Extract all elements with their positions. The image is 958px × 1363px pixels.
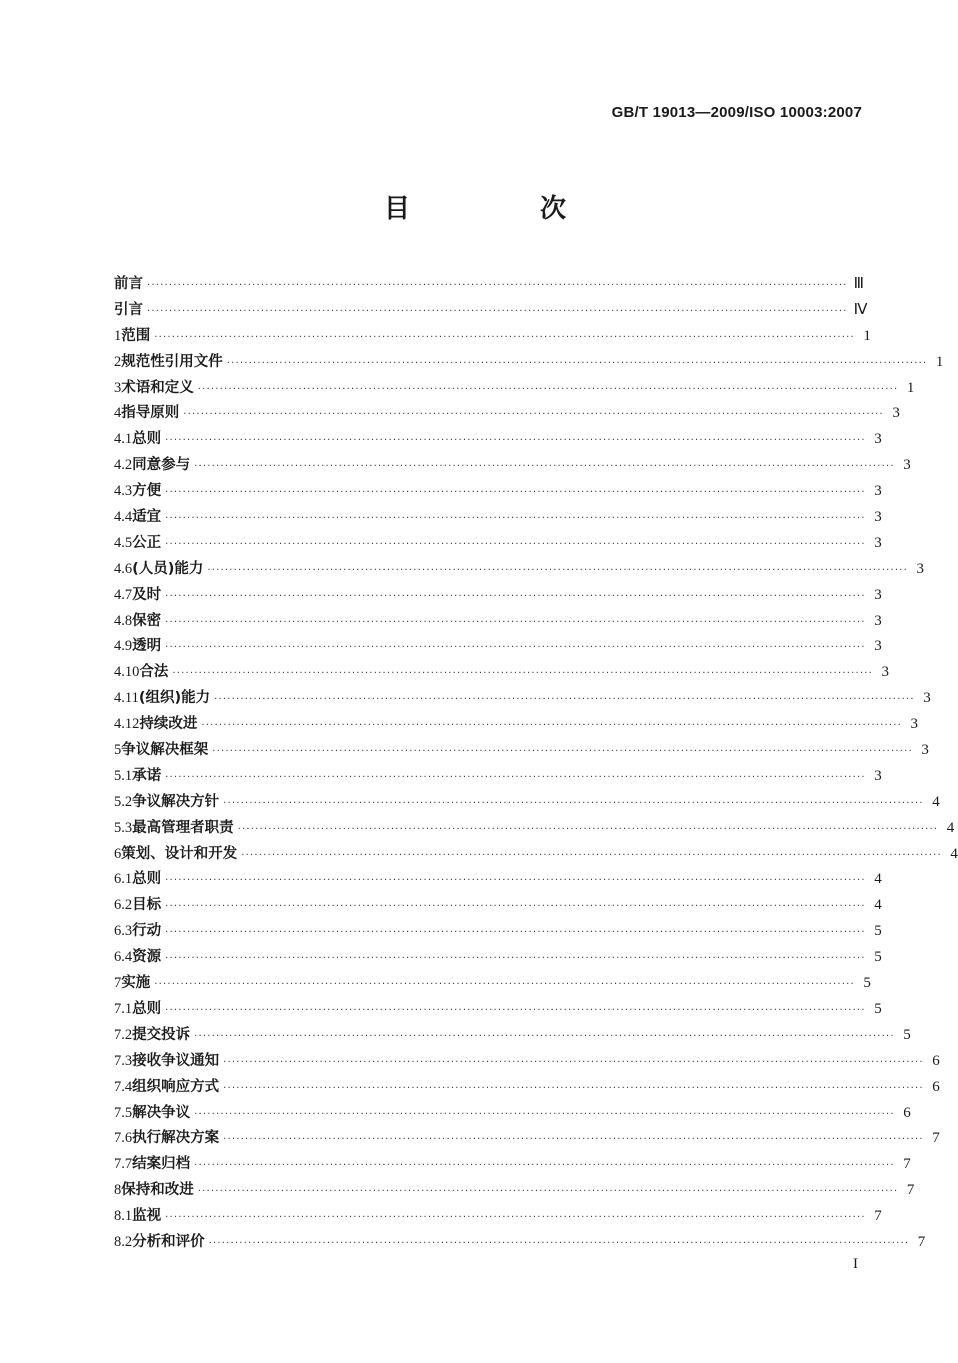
toc-entry-page: 7 [932, 1130, 940, 1147]
dot-leader: ································································································································································ [165, 771, 866, 783]
toc-entry-label: 接收争议通知 [132, 1052, 220, 1069]
dot-leader: ································································································································································ [154, 331, 855, 343]
dot-leader: ································································································································································ [165, 435, 866, 447]
toc-entry[interactable] [114, 401, 900, 427]
toc-entry-label: (人员)能力 [132, 560, 204, 577]
dot-leader: ································································································································································ [223, 1134, 924, 1146]
dot-leader: ································································································································································ [165, 616, 866, 628]
toc-entry-label: 合法 [139, 664, 169, 681]
toc-entry-label: 规范性引用文件 [121, 353, 223, 370]
toc-entry-label: 透明 [132, 638, 162, 655]
dot-leader: ································································································································································ [214, 694, 915, 706]
toc-entry-number: 4.12 [114, 716, 140, 733]
toc-entry[interactable] [114, 919, 882, 945]
dot-leader: ································································································································································ [165, 642, 866, 654]
toc-entry-page: 3 [923, 690, 931, 707]
dot-leader: ································································································································································ [194, 461, 895, 473]
dot-leader: ································································································································································ [165, 538, 866, 550]
toc-entry-label: 执行解决方案 [132, 1130, 220, 1147]
toc-entry-page: 3 [921, 742, 929, 759]
toc-entry-number: 4.9 [114, 638, 133, 655]
toc-entry-page: 4 [874, 871, 882, 888]
toc-entry[interactable] [114, 634, 882, 660]
toc-entry[interactable] [114, 893, 882, 919]
toc-entry-page: 4 [946, 819, 955, 836]
toc-entry[interactable] [114, 453, 911, 479]
toc-entry-label: 保持和改进 [121, 1182, 194, 1199]
toc-entry[interactable] [114, 842, 958, 868]
toc-entry-page: 4 [932, 793, 940, 810]
toc-entry-page: 5 [874, 1000, 882, 1017]
toc-entry-page: 5 [903, 1026, 911, 1043]
toc-entry-page: 3 [903, 457, 911, 474]
toc-entry[interactable] [114, 298, 868, 324]
toc-entry-number: 4.10 [114, 664, 140, 681]
toc-entry-label: 指导原则 [121, 405, 180, 422]
toc-entry-number: 7.3 [114, 1052, 133, 1069]
toc-entry[interactable] [114, 660, 889, 686]
toc-entry-page: 3 [881, 664, 889, 681]
toc-entry-page: 3 [892, 405, 900, 422]
toc-entry[interactable] [114, 1230, 926, 1256]
toc-entry-number: 7.7 [114, 1156, 133, 1173]
toc-entry-number: 5.1 [114, 767, 133, 784]
toc-entry-number: 6.1 [114, 871, 133, 888]
toc-entry[interactable] [114, 971, 871, 997]
toc-entry[interactable] [114, 1204, 882, 1230]
toc-entry[interactable] [114, 505, 882, 531]
toc-entry-label: 承诺 [132, 767, 162, 784]
toc-entry[interactable] [114, 945, 882, 971]
dot-leader: ································································································································································ [223, 797, 924, 809]
toc-entry-page: 5 [863, 975, 871, 992]
dot-leader: ································································································································································ [194, 1160, 895, 1172]
toc-entry-label: 组织响应方式 [132, 1078, 220, 1095]
toc-entry[interactable] [114, 324, 871, 350]
toc-entry[interactable] [114, 1101, 911, 1127]
page-number: I [853, 1256, 858, 1272]
toc-entry-page: 3 [874, 612, 882, 629]
toc-entry-page: 1 [935, 353, 944, 370]
dot-leader: ································································································································································ [223, 1082, 924, 1094]
toc-entry[interactable] [114, 350, 944, 376]
toc-entry-label: 总则 [132, 431, 162, 448]
toc-entry-number: 8.1 [114, 1208, 133, 1225]
toc-entry-label: 同意参与 [132, 457, 191, 474]
toc-entry[interactable] [114, 1023, 911, 1049]
toc-entry-page: Ⅲ [853, 276, 864, 292]
dot-leader: ································································································································································ [194, 1030, 895, 1042]
dot-leader: ································································································································································ [201, 720, 902, 732]
dot-leader: ································································································································································ [165, 590, 866, 602]
toc-entry-page: 1 [863, 327, 871, 344]
toc-entry-number: 7 [114, 975, 122, 992]
toc-entry-label: 争议解决方针 [132, 793, 220, 810]
toc-entry[interactable] [114, 557, 924, 583]
toc-entry-label: 行动 [132, 923, 162, 940]
toc-entry-page: Ⅳ [853, 301, 868, 318]
toc-entry-number: 4.3 [114, 483, 133, 500]
toc-entry[interactable] [114, 997, 882, 1023]
toc-entry-page: 4 [950, 845, 958, 862]
toc-entry[interactable] [114, 712, 918, 738]
toc-entry-label: 公正 [132, 534, 162, 551]
toc-entry-page: 7 [917, 1233, 926, 1250]
toc-entry-label: 分析和评价 [132, 1233, 205, 1250]
toc-entry[interactable] [114, 583, 882, 609]
dot-leader: ································································································································································ [212, 746, 913, 758]
toc-entry[interactable] [114, 531, 882, 557]
toc-entry-number: 4.7 [114, 586, 133, 603]
toc-entry[interactable] [114, 1178, 915, 1204]
toc-entry-number: 8 [114, 1182, 122, 1199]
toc-entry-label: 策划、设计和开发 [121, 845, 238, 862]
toc-entry[interactable] [114, 1049, 940, 1075]
page-title: 目 次 [383, 194, 618, 224]
dot-leader: ································································································································································ [154, 979, 855, 991]
toc-entry-number: 7.5 [114, 1104, 133, 1121]
toc-entry-page: 3 [910, 716, 918, 733]
toc-entry[interactable] [114, 867, 882, 893]
toc-entry-page: 6 [903, 1104, 911, 1121]
toc-entry-label: 持续改进 [139, 716, 198, 733]
toc-entry-number: 4 [114, 405, 122, 422]
toc-entry-page: 3 [874, 638, 882, 655]
toc-entry-number: 4.6 [114, 560, 133, 577]
toc-entry-page: 3 [874, 767, 882, 784]
toc-entry-page: 7 [906, 1182, 915, 1199]
dot-leader: ································································································································································ [183, 409, 884, 421]
toc-entry-label: 最高管理者职责 [132, 819, 234, 836]
toc-entry-page: 3 [874, 509, 882, 526]
dot-leader: ································································································································································ [165, 875, 866, 887]
toc-entry-number: 7.1 [114, 1000, 133, 1017]
dot-leader: ································································································································································ [165, 953, 866, 965]
toc-entry[interactable] [114, 1152, 911, 1178]
dot-leader: ································································································································································ [147, 280, 848, 291]
toc-entry-number: 4.1 [114, 431, 133, 448]
toc-entry[interactable] [114, 479, 882, 505]
dot-leader: ································································································································································ [237, 823, 939, 835]
dot-leader: ································································································································································ [241, 849, 942, 861]
toc-entry[interactable] [114, 816, 955, 842]
toc-entry[interactable] [114, 686, 931, 712]
toc-entry-label: 解决争议 [132, 1104, 191, 1121]
toc-entry-page: 6 [932, 1052, 940, 1069]
toc-entry-page: 6 [932, 1078, 940, 1095]
dot-leader: ································································································································································ [197, 1186, 899, 1198]
toc-entry-number: 8.2 [114, 1233, 133, 1250]
toc-entry-page: 4 [874, 897, 882, 914]
toc-entry[interactable] [114, 1075, 940, 1101]
toc-entry-label: 目标 [132, 897, 162, 914]
toc-entry-number: 5 [114, 742, 122, 759]
dot-leader: ································································································································································ [194, 1108, 895, 1120]
toc-entry-label: 提交投诉 [132, 1026, 191, 1043]
toc-entry-label: 监视 [132, 1208, 162, 1225]
toc-entry-label: 资源 [132, 949, 162, 966]
toc-entry-number: 7.6 [114, 1130, 133, 1147]
table-of-contents [114, 272, 958, 1256]
toc-entry-label: 实施 [121, 975, 151, 992]
dot-leader: ································································································································································ [165, 487, 866, 499]
toc-entry-page: 1 [906, 379, 915, 396]
toc-entry-number: 4.11 [114, 690, 139, 707]
toc-entry[interactable] [114, 764, 882, 790]
toc-entry-page: 3 [916, 560, 924, 577]
toc-entry-page: 5 [874, 949, 882, 966]
toc-entry-label: 前言 [114, 276, 143, 292]
toc-entry[interactable] [114, 790, 940, 816]
toc-entry[interactable] [114, 376, 915, 402]
standard-number: GB/T 19013—2009/ISO 10003:2007 [611, 104, 862, 121]
toc-entry-label: 适宜 [132, 509, 162, 526]
toc-entry-number: 4.4 [114, 509, 133, 526]
dot-leader: ································································································································································ [147, 305, 848, 317]
toc-entry-label: (组织)能力 [138, 690, 211, 707]
toc-entry-page: 3 [874, 431, 882, 448]
toc-entry-number: 1 [114, 327, 122, 344]
toc-entry-page: 7 [874, 1208, 882, 1225]
toc-entry-label: 结案归档 [132, 1156, 191, 1173]
dot-leader: ································································································································································ [226, 357, 928, 369]
toc-entry-label: 总则 [132, 871, 162, 888]
toc-entry-number: 6.3 [114, 923, 133, 940]
toc-entry-label: 总则 [132, 1000, 162, 1017]
dot-leader: ································································································································································ [207, 564, 908, 576]
toc-entry-number: 4.5 [114, 534, 133, 551]
toc-entry-number: 3 [114, 379, 122, 396]
toc-entry-number: 5.3 [114, 819, 133, 836]
toc-entry-label: 争议解决框架 [121, 742, 209, 759]
toc-entry[interactable] [114, 1126, 940, 1152]
toc-entry-number: 4.8 [114, 612, 133, 629]
toc-entry-number: 2 [114, 353, 122, 370]
toc-entry-page: 3 [874, 483, 882, 500]
toc-entry[interactable] [114, 609, 882, 635]
dot-leader: ································································································································································ [172, 668, 873, 680]
toc-entry-page: 3 [874, 534, 882, 551]
dot-leader: ································································································································································ [165, 1212, 866, 1224]
toc-entry-number: 6.4 [114, 949, 133, 966]
toc-entry-page: 5 [874, 923, 882, 940]
toc-entry-number: 7.2 [114, 1026, 133, 1043]
dot-leader: ································································································································································ [165, 513, 866, 525]
toc-entry-number: 4.2 [114, 457, 133, 474]
toc-entry-label: 保密 [132, 612, 162, 629]
toc-entry-page: 3 [874, 586, 882, 603]
dot-leader: ································································································································································ [165, 1004, 866, 1016]
toc-entry-label: 术语和定义 [121, 379, 194, 396]
toc-entry-label: 方便 [132, 483, 162, 500]
toc-entry-number: 6 [114, 845, 122, 862]
toc-entry[interactable] [114, 738, 929, 764]
toc-entry-number: 7.4 [114, 1078, 133, 1095]
dot-leader: ································································································································································ [165, 927, 866, 939]
dot-leader: ································································································································································ [208, 1237, 910, 1249]
dot-leader: ································································································································································ [223, 1056, 924, 1068]
toc-entry-page: 7 [903, 1156, 911, 1173]
toc-entry[interactable] [114, 427, 882, 453]
toc-entry-number: 6.2 [114, 897, 133, 914]
dot-leader: ································································································································································ [165, 901, 866, 913]
toc-entry-label: 引言 [114, 301, 143, 318]
toc-entry[interactable] [114, 272, 864, 298]
toc-entry-label: 及时 [132, 586, 162, 603]
dot-leader: ································································································································································ [197, 383, 899, 395]
toc-entry-number: 5.2 [114, 793, 133, 810]
toc-entry-label: 范围 [121, 327, 151, 344]
